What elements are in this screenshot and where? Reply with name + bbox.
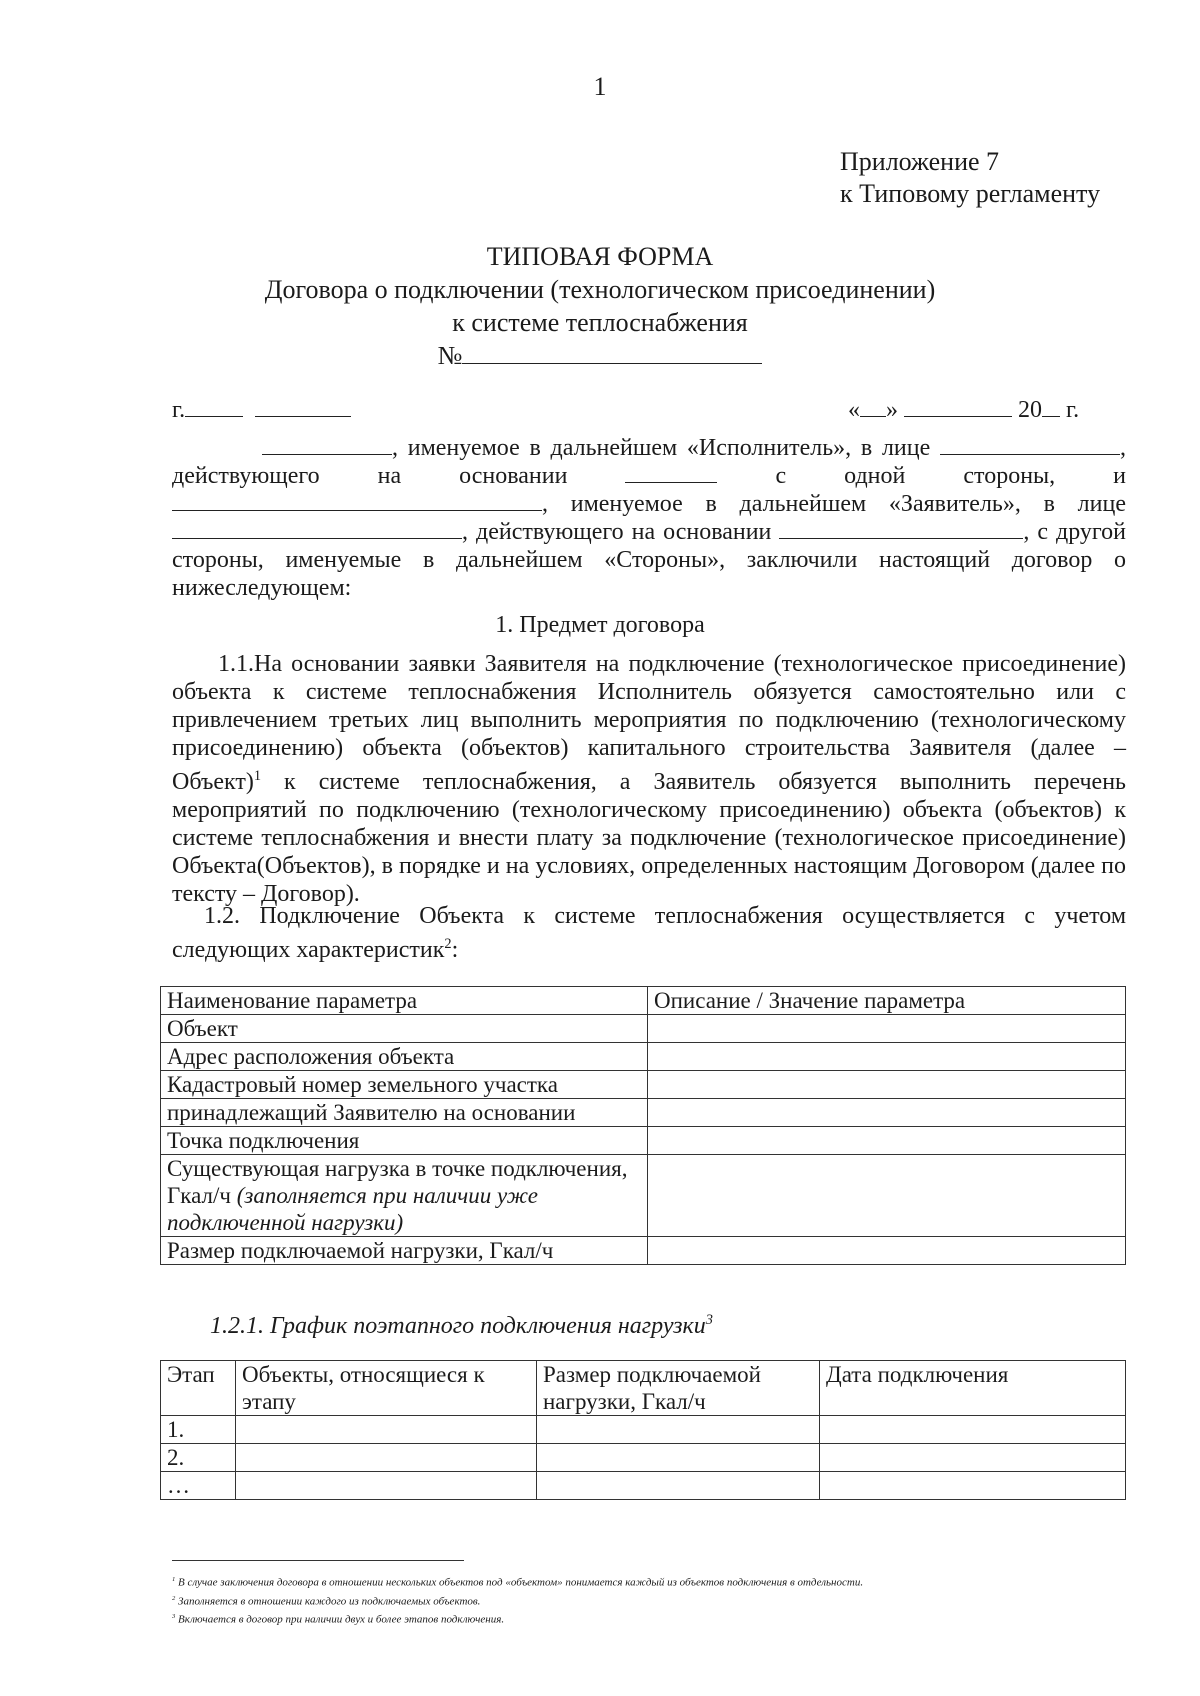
- blank-line-executor: [262, 434, 392, 455]
- footnote-2: [172, 1591, 1126, 1610]
- header-load-size: Размер подключаемой нагрузки, Гкал/ч: [537, 1361, 820, 1416]
- city-prefix: г.: [172, 397, 186, 423]
- header-objects: Объекты, относящиеся к этапу: [236, 1361, 537, 1416]
- year-blank-line: [1042, 396, 1060, 417]
- param-connected-load: Размер подключаемой нагрузки, Гкал/ч: [161, 1237, 648, 1265]
- value-cell: [648, 1071, 1126, 1099]
- footnote-text: Заполняется в отношении каждого из подключаемых объектов.: [178, 1595, 481, 1608]
- table-row: [161, 1071, 1126, 1099]
- contract-number: [0, 339, 1200, 372]
- header-parameter: Наименование параметра: [161, 987, 648, 1015]
- header-value: Описание / Значение параметра: [648, 987, 1126, 1015]
- parties-text-6: , с другой стороны, именуемые в дальнейшем «Стороны», заключили настоящий договор о нижеследующем:: [172, 519, 1126, 601]
- footnotes: [172, 1572, 1126, 1628]
- title-line-1: Договора о подключении (технологическом присоединении): [264, 275, 936, 304]
- param-cadastral-number: Кадастровый номер земельного участка: [161, 1071, 648, 1099]
- stage-number: 2.: [161, 1444, 236, 1472]
- schedule-cell: [236, 1416, 537, 1444]
- parties-text-2: , действующего на основании: [172, 435, 1126, 489]
- clause-1-1-text-b: к системе теплоснабжения, а Заявитель обязуется выполнить перечень мероприятий по подключению (технологическому присоединению) объекта (объектов) к системе теплоснабжения и внести плату за подключение (технологическое присоединение) Объекта(Объектов), в порядке и на условиях, определенных настоящим Договором (далее по тексту – Договор).: [172, 769, 1126, 907]
- parties-text-4: , именуемое в дальнейшем «Заявитель», в лице: [542, 491, 1126, 517]
- value-cell: [648, 1043, 1126, 1071]
- header-stage: Этап: [161, 1361, 236, 1416]
- section-1-title: 1. Предмет договора: [495, 612, 705, 638]
- year-prefix: 20: [1018, 397, 1042, 423]
- value-cell: [648, 1155, 1126, 1237]
- title-heading: ТИПОВАЯ ФОРМА: [486, 242, 714, 271]
- appendix-line-1: Приложение 7: [840, 147, 1000, 176]
- table-row: [161, 1127, 1126, 1155]
- param-address: Адрес расположения объекта: [161, 1043, 648, 1071]
- footnote-1: [172, 1572, 1126, 1591]
- blank-line-applicant-rep: [172, 518, 462, 539]
- schedule-row: [161, 1416, 1126, 1444]
- date-field: [848, 396, 1079, 424]
- clause-1-2: [172, 902, 1126, 964]
- param-connection-point: Точка подключения: [161, 1127, 648, 1155]
- schedule-cell: [820, 1444, 1126, 1472]
- blank-line-executor-basis: [625, 462, 717, 483]
- month-blank-line: [904, 396, 1012, 417]
- param-existing-load: [161, 1155, 648, 1237]
- param-ownership-basis: принадлежащий Заявителю на основании: [161, 1099, 648, 1127]
- clause-1-2-text-b: :: [451, 937, 459, 963]
- footnote-separator: [172, 1560, 464, 1561]
- table-row: [161, 1155, 1126, 1237]
- schedule-cell: [537, 1444, 820, 1472]
- value-cell: [648, 1015, 1126, 1043]
- day-blank-line: [860, 396, 886, 417]
- schedule-table: [160, 1360, 1126, 1500]
- footnote-mark: 2: [172, 1594, 176, 1602]
- existing-load-label: Существующая нагрузка в точке подключения, Гкал/ч: [167, 1156, 628, 1208]
- schedule-cell: [236, 1472, 537, 1500]
- page-number: 1: [593, 72, 607, 101]
- footnote-mark: 3: [172, 1613, 176, 1621]
- schedule-heading: [210, 1312, 713, 1340]
- number-blank-line: [462, 339, 762, 364]
- existing-load-note: (заполняется при наличии уже подключенной нагрузки): [167, 1183, 538, 1235]
- parties-text-5: , действующего на основании: [462, 519, 772, 545]
- stage-number: 1.: [161, 1416, 236, 1444]
- footnote-mark: 1: [172, 1576, 176, 1583]
- table-row: [161, 1237, 1126, 1265]
- table-row: [161, 1043, 1126, 1071]
- year-suffix: г.: [1066, 397, 1080, 423]
- title-line-2: к системе теплоснабжения: [452, 308, 748, 337]
- blank-line-applicant: [172, 490, 542, 511]
- schedule-cell: [820, 1416, 1126, 1444]
- schedule-cell: [820, 1472, 1126, 1500]
- city-blank-line-1: [185, 396, 243, 417]
- schedule-row: [161, 1472, 1126, 1500]
- schedule-heading-text: 1.2.1. График поэтапного подключения нагрузки: [210, 1313, 706, 1339]
- appendix-reference: [840, 146, 1100, 210]
- value-cell: [648, 1099, 1126, 1127]
- date-close-quote: »: [886, 397, 898, 423]
- clause-1-1: [172, 650, 1126, 908]
- document-title: [0, 240, 1200, 372]
- footnote-text: Включается в договор при наличии двух и более этапов подключения.: [178, 1613, 505, 1626]
- footnote-ref-2: 2: [444, 936, 452, 952]
- schedule-cell: [537, 1416, 820, 1444]
- param-object: Объект: [161, 1015, 648, 1043]
- footnote-text: В случае заключения договора в отношении нескольких объектов под «объектом» понимается каждый из объектов подключения в отдельности.: [178, 1576, 864, 1589]
- table-header-row: [161, 987, 1126, 1015]
- schedule-cell: [537, 1472, 820, 1500]
- blank-line-executor-rep: [940, 434, 1120, 455]
- value-cell: [648, 1127, 1126, 1155]
- blank-line-applicant-basis: [779, 518, 1023, 539]
- schedule-cell: [236, 1444, 537, 1472]
- header-connection-date: Дата подключения: [820, 1361, 1126, 1416]
- parties-text-1: , именуемое в дальнейшем «Исполнитель», в лице: [392, 435, 931, 461]
- city-field: [172, 396, 351, 424]
- table-row: [161, 1099, 1126, 1127]
- clause-1-1-text-a: 1.1.На основании заявки Заявителя на подключение (технологическое присоединение) объекта к системе теплоснабжения Исполнитель обязуется самостоятельно или с привлечением третьих лиц выполнить мероприятия по подключению (технологическому присоединению) объекта (объектов) капитального строительства Заявителя (далее – Объект): [172, 651, 1126, 795]
- parties-paragraph: [172, 434, 1126, 602]
- schedule-header-row: [161, 1361, 1126, 1416]
- footnote-ref-3: 3: [705, 1312, 713, 1328]
- value-cell: [648, 1237, 1126, 1265]
- number-prefix: №: [437, 341, 463, 370]
- appendix-line-2: к Типовому регламенту: [840, 179, 1101, 208]
- parameters-table: [160, 986, 1126, 1265]
- schedule-row: [161, 1444, 1126, 1472]
- city-blank-line-2: [255, 396, 351, 417]
- table-row: [161, 1015, 1126, 1043]
- footnote-ref-1: 1: [253, 768, 262, 784]
- parties-text-3: с одной стороны, и: [775, 463, 1127, 489]
- clause-1-2-text-a: 1.2. Подключение Объекта к системе теплоснабжения осуществляется с учетом следующих характеристик: [172, 903, 1126, 963]
- footnote-3: [172, 1609, 1126, 1628]
- date-open-quote: «: [848, 397, 860, 423]
- stage-number: …: [161, 1472, 236, 1500]
